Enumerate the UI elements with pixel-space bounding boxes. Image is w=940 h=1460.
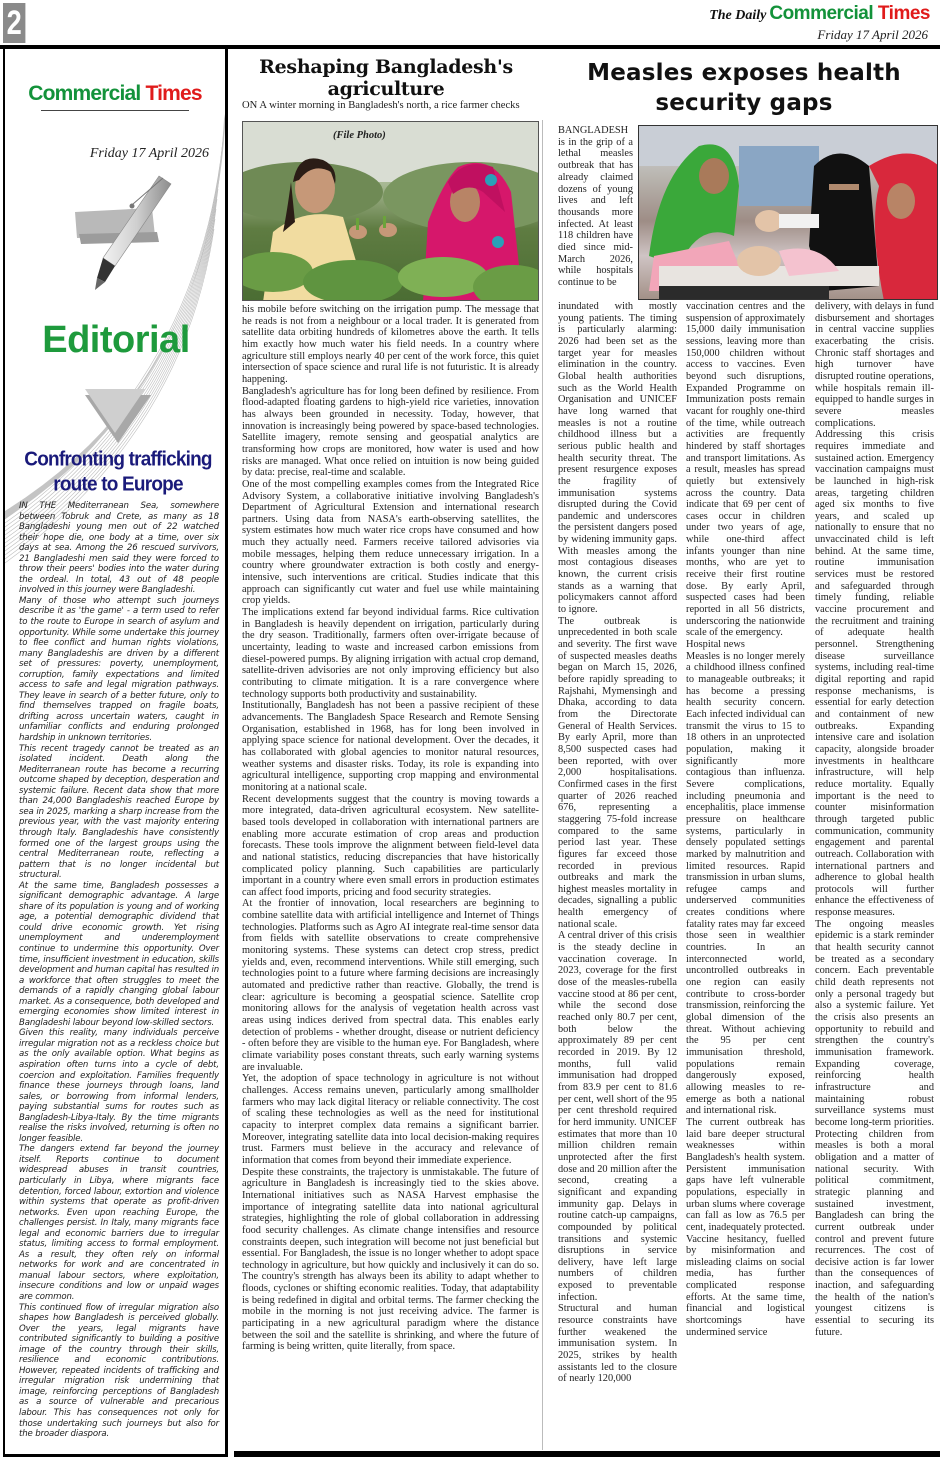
sidebar-date: Friday 17 April 2026 — [89, 146, 209, 161]
agriculture-lead: ON A winter morning in Bangladesh's north, a rice farmer checks — [242, 100, 520, 111]
editorial-headline: Confronting trafficking route to Europe — [24, 448, 212, 496]
masthead-date: Friday 17 April 2026 — [817, 27, 928, 42]
agriculture-paragraph: Recent developments suggest that the country is moving towards a more integrated, data-driven agricultural ecosystem. New satellite-based tools developed in collaboration with international partners are enabling more accurate estimation of crop areas and production forecasts. These tools improve the alignment between field-level data and national statistics, reducing discrepancies that have historically complicated policy planning. Such capabilities are particularly important in a country where even small errors in production estimates can affect food imports, pricing and food security strategies. — [242, 793, 539, 898]
bottom-rule — [234, 1451, 940, 1457]
sidebar-logo-underline — [41, 110, 189, 111]
measles-subhead: Hospital news — [686, 639, 745, 651]
agriculture-paragraph: At the frontier of innovation, local researchers are beginning to combine satellite data with artificial intelligence and Internet of Things technologies. Platforms such as Agro AI integrate real-time sensor data from fields with satellite observations to create comprehensive monitoring systems. These systems can detect crop stress, predict yields and, even, recommend interventions. While still emerging, such technologies point to a future where farming decisions are increasingly automated and predictive rather than reactive. Globally, the trend is clear: agriculture is becoming a geospatial science. Satellite crop monitoring allows for the analysis of vegetation health across vast areas using indices derived from spectral data. This enables early detection of problems - whether drought, disease or nutrient deficiency - often before they are visible to the human eye. For Bangladesh, where climate variability poses constant threats, such early warning systems are invaluable. — [242, 898, 539, 1073]
measles-paragraph: The outbreak is unprecedented in both scale and severity. The first wave of suspected measles deaths began on March 15, 2026, before rapidly spreading to Rajshahi, Mymensingh and Dhaka, according to data from the Directorate General of Health Services. By early April, more than 8,500 suspected cases had been reported, with over 2,000 hospitalisations. Confirmed cases in the first quarter of 2026 reached 676, representing a staggering 75-fold increase compared to the same period last year. These figures far exceed those recorded in previous outbreaks and mark the highest measles mortality in decades, signalling a public health emergency of national scale. — [558, 615, 677, 930]
measles-paragraph: delivery, with delays in fund disbursement and shortages in central vaccine supplies exacerbating the crisis. Chronic staff shortages and high turnover have disrupted routine operations, while hospitals remain ill-equipped to handle surges in severe measles complications. — [815, 301, 934, 429]
agriculture-paragraph: The implications extend far beyond individual farms. Rice cultivation in Bangladesh is heavily dependent on irrigation, particularly during the dry season. Traditionally, farmers often over-irrigate because of uncertainty, leading to waste and increased carbon emissions from diesel-powered pumps. By aligning irrigation with actual crop demand, satellite-driven advisories are not only improving efficiency but also contributing to climate mitigation. It is a rare convergence where technology supports both productivity and sustainability. — [242, 607, 539, 700]
editorial-paragraph: This recent tragedy cannot be treated as an isolated incident. Death along the Mediterranean route has become a recurring outcome shaped by deception, desperation and systemic failure. Recent data show that more than 24,000 Bangladeshis reached Europe by sea in 2025, marking a sharp increase from the previous year, with the vast majority entering through Italy. Bangladeshis have consistently formed one of the largest groups using the central Mediterranean route, reflecting a pattern that is no longer incidental but structural. — [19, 743, 219, 881]
section-label: Editorial — [42, 319, 190, 361]
farm-women-photo-icon — [243, 122, 539, 301]
measles-paragraph: inundated with mostly young patients. The timing is particularly alarming: 2026 had been set as the target year for measles elimination in the country. Global health authorities such as the World Health Organisation and UNICEF have long warned that measles is not a routine childhood illness but a serious public health and health security threat. The present resurgence exposes the fragility of immunisation systems disrupted during the Covid pandemic and underscores the persistent dangers posed by widening immunity gaps. With measles among the most contagious diseases known, the current crisis stands as a warning that policymakers cannot afford to ignore. — [558, 301, 677, 616]
agriculture-paragraph: Despite these constraints, the trajectory is unmistakable. The future of agriculture in Bangladesh is increasingly tied to the skies above. International initiatives such as NASA Harvest emphasise the importance of integrating satellite data into national agricultural strategies, highlighting the role of global collaboration in addressing food security challenges. As climate change intensifies and resource constraints deepen, such integration will become not just beneficial but essential. For Bangladesh, the issue is no longer whether to adopt space technology in agriculture, but how quickly and inclusively it can do so. The country's strength has always been its ability to adapt whether to floods, cyclones or shifting economic realities. Today, that adaptability is being redefined in digital and orbital terms. The farmer checking the mobile in the morning is not just receiving advice. The farmer is participating in a new agricultural paradigm where the distance between the soil and the satellite is shrinking, and where the future of farming is being written, quite literally, from space. — [242, 1166, 539, 1353]
measles-paragraph: Measles is no longer merely a childhood illness confined to manageable outbreaks; it has become a pressing health security concern. Each infected individual can transmit the virus to 15 to 18 others in an unprotected population, making it significantly more contagious than influenza. Severe complications, including pneumonia and encephalitis, place immense pressure on healthcare systems, particularly in densely populated settings marked by malnutrition and limited resources. Rapid transmission in urban slums, refugee camps and underserved communities creates conditions where fatality rates may far exceed those seen in wealthier countries. In an interconnected world, uncontrolled outbreaks in one region can easily contribute to cross-border transmission, reinforcing the global dimension of the threat. Without achieving the 95 per cent immunisation threshold, populations remain dangerously exposed, allowing measles to re-emerge as both a national and international risk. — [686, 650, 805, 1117]
measles-paragraph: vaccination centres and the suspension of approximately 15,000 daily immunisation sessions, leaving more than 150,000 children without access to vaccines. Even beyond such disruptions, Expanded Programme on Immunization posts remain vacant for roughly one-third of the time, while outreach activities are frequently hindered by staff shortages and transport limitations. As a result, measles has spread quietly but extensively across the country. Data indicate that 69 per cent of cases occur in children under two years of age, while one-third affect infants younger than nine months, who are yet to receive their first routine dose. By early April, suspected cases had been reported in all 56 districts, underscoring the nationwide scale of the emergency. — [686, 301, 805, 639]
editorial-paragraph: The dangers extend far beyond the journey itself. Reports continue to document widespread abuses in transit countries, particularly in Libya, where migrants face detention, forced labour, extortion and violence within systems that operate as profit-driven networks. Even upon reaching Europe, the challenges persist. In Italy, many migrants face legal and economic barriers due to irregular status, limiting access to formal employment. As a result, they often rely on informal networks for work and are concentrated in manual labour sectors, where exploitation, insecure conditions and low or unpaid wages are common. — [19, 1144, 219, 1303]
sidebar-logo-green: Commercial — [28, 82, 141, 105]
editorial-body — [19, 501, 219, 1440]
masthead-the-daily: The Daily — [709, 8, 767, 23]
agriculture-paragraph: Yet, the adoption of space technology in agriculture is not without challenges. Access remains uneven, particularly among smallholder farmers who may lack digital literacy or reliable connectivity. The cost of scaling these technologies as well as the need for institutional capacity to interpret complex data remains a significant barrier. Moreover, integrating satellite data into local decision-making requires trust. Farmers must believe in the accuracy and relevance of information that comes from beyond their immediate experience. — [242, 1073, 539, 1166]
measles-column-2 — [686, 301, 805, 1338]
pen-icon — [67, 174, 182, 294]
editorial-paragraph: At the same time, Bangladesh possesses a significant demographic advantage. A large share of its population is young and of working age, a potential demographic dividend that could drive economic growth. Yet rising unemployment and underemployment continue to undermine this opportunity. Over time, insufficient investment in education, skills development and human capital has resulted in a workforce that often struggles to meet the demands of a rapidly changing global labour market. As a consequence, both developed and emerging economies show limited interest in Bangladeshi labour beyond low-skilled sectors. — [19, 880, 219, 1028]
agriculture-photo — [242, 121, 539, 301]
measles-headline: Measles exposes health security gaps — [587, 60, 901, 116]
measles-paragraph: A central driver of this crisis is the steady decline in vaccination coverage. In 2023, coverage for the first dose of the measles-rubella vaccine stood at 86 per cent, while the second dose reached only 80.7 per cent, both below the approximately 89 per cent recorded in 2019. By 12 months, full valid immunisation had dropped from 83.9 per cent to 81.6 per cent, well short of the 95 per cent threshold required for herd immunity. UNICEF estimates that more than 10 million children remain unprotected after the first dose and 20 million after the second, creating a significant and expanding immunity gap. Delays in routine catch-up campaigns, compounded by political transitions and systemic disruptions in service delivery, have left large numbers of children exposed to preventable infection. — [558, 930, 677, 1303]
editorial-paragraph: Given this reality, many individuals perceive irregular migration not as a reckless choice but as the only available option. What begins as aspiration often turns into a cycle of debt, coercion and exploitation. Families frequently finance these journeys through loans, land sales, or borrowing from informal lenders, paying substantial sums for routes such as Bangladesh-Libya-Italy. By the time migrants realise the risks involved, returning is often no longer feasible. — [19, 1028, 219, 1144]
measles-intro: BANGLADESH is in the grip of a lethal measles outbreak that has already claimed dozens of young lives and left thousands more infected. At least 118 children have died since mid-March 2026, while hospitals continue to be — [558, 125, 633, 289]
measles-column-1 — [558, 301, 677, 1385]
agriculture-paragraph: his mobile before switching on the irrigation pump. The message that he reads is not from a neighbour or a local trader. It is generated from satellite data orbiting hundreds of kilometres above the earth. It tells him exactly how much water his field needs. In a country where agriculture still employs nearly 40 per cent of the work force, this quiet intersection of space science and rural life is not futuristic. It is already happening. — [242, 304, 539, 385]
agriculture-paragraph: One of the most compelling examples comes from the Integrated Rice Advisory System, a collaborative initiative involving Bangladesh's Department of Agricultural Extension and international research partners. Using data from NASA's earth-observing satellites, the system estimates how much water rice crops have consumed and how much they actually need. Farmers receive tailored advisories via mobile messages, helping them reduce unnecessary irrigation. In a country where groundwater extraction is both costly and energy-intensive, such interventions are critical. Studies indicate that this approach can significantly cut water and fuel use while maintaining crop yields. — [242, 478, 539, 607]
agriculture-headline: Reshaping Bangladesh's agriculture — [259, 56, 513, 100]
agriculture-body — [242, 304, 539, 1353]
sidebar-logo — [5, 82, 225, 106]
hospital-ward-photo-icon — [639, 126, 938, 300]
measles-paragraph: The ongoing measles epidemic is a stark reminder that health security cannot be treated as a secondary concern. Each preventable child death represents not only a personal tragedy but also a systemic failure. Yet the crisis also presents an opportunity to rebuild and strengthen the country's immunisation framework. Expanding coverage, reinforcing health infrastructure and maintaining robust surveillance systems must become long-term priorities. Protecting children from measles is both a moral obligation and a matter of national security. With political commitment, strategic planning and sustained investment, Bangladesh can bring the current outbreak under control and prevent future recurrences. The cost of decisive action is far lower than the consequences of inaction, and safeguarding the health of the nation's youngest citizens is essential to securing its future. — [815, 918, 934, 1338]
down-arrow-icon — [85, 389, 153, 447]
masthead-brand-red: Times — [877, 3, 930, 24]
editorial-paragraph: Many of those who attempt such journeys describe it as 'the game' - a term used to refer to the route to Europe in search of asylum and opportunity. While some undertake this journey to flee conflict and human rights violations, many Bangladeshis are driven by a different set of pressures: poverty, unemployment, corruption, family expectations and limited access to safe and legal migration pathways. They leave in search of a better future, only to find themselves trapped on fragile boats, drifting across uncertain waters, caught in unfamiliar conflicts and enduring prolonged hardship in unknown territories. — [19, 595, 219, 744]
sidebar-logo-red: Times — [145, 82, 202, 105]
measles-photo — [638, 125, 938, 300]
measles-paragraph: The current outbreak has laid bare deeper structural weaknesses within Bangladesh's health system. Persistent immunisation gaps have left vulnerable populations, especially in urban slums where coverage can fall as low as 76.5 per cent, inadequately protected. Vaccine hesitancy, fuelled by misinformation and misleading claims on social media, has further complicated response efforts. At the same time, financial and logistical shortcomings have undermined service — [686, 1116, 805, 1338]
editorial-sidebar — [3, 49, 228, 1457]
masthead-title — [709, 3, 930, 25]
column-divider — [542, 120, 543, 1450]
photo-caption: (File Photo) — [333, 130, 386, 141]
measles-column-3 — [815, 301, 934, 1338]
measles-paragraph: Addressing this crisis requires immediate and sustained action. Emergency vaccination campaigns must be launched in high-risk areas, targeting children aged six months to five years, and scaled up nationally to ensure that no unvaccinated child is left behind. At the same time, routine immunisation services must be restored and safeguarded through timely funding, reliable vaccine procurement and the recruitment and training of adequate health personnel. Strengthening disease surveillance systems, including real-time digital reporting and rapid response mechanisms, is essential for early detection and containment of new outbreaks. Expanding intensive care and isolation capacity, alongside broader investments in healthcare infrastructure, will help reduce mortality. Equally important is the need to counter misinformation through targeted public communication, community engagement and parental outreach. Collaboration with international partners and adherence to global health protocols will further enhance the effectiveness of response measures. — [815, 429, 934, 919]
masthead-brand-green: Commercial — [769, 3, 874, 24]
editorial-paragraph: IN THE Mediterranean Sea, somewhere between Tobruk and Crete, as many as 18 Bangladeshi young men out of 22 watched their hope die, one body at a time, over six days at sea. Among the 26 rescued survivors, 21 Bangladeshi men said they were forced to throw their peers' bodies into the water during the ordeal. In total, 43 out of 48 people involved in this journey were Bangladeshi. — [19, 501, 219, 596]
editorial-paragraph: This continued flow of irregular migration also shapes how Bangladesh is perceived globally. Over the years, legal migrants have contributed significantly to building a positive image of the country through their skills, resilience and economic contributions. However, repeated incidents of trafficking and irregular migration risk undermining that image, reinforcing perceptions of Bangladesh as a source of vulnerable and precarious labour. This has consequences not only for those undertaking such journeys but also for the broader diaspora. — [19, 1302, 219, 1440]
agriculture-paragraph: Bangladesh's agriculture has for long been defined by resilience. From flood-adapted floating gardens to high-yield rice varieties, innovation has always been grounded in necessity. Today, however, that innovation is increasingly being powered by space-based technologies. Satellite imagery, remote sensing and geospatial analytics are transforming how crops are monitored, how water is used and how risks are managed. What once relied on intuition is now being guided by data: precise, real-time and scalable. — [242, 385, 539, 479]
page-number: 2 — [3, 3, 25, 43]
agriculture-paragraph: Institutionally, Bangladesh has not been a passive recipient of these advancements. The Bangladesh Space Research and Remote Sensing Organisation, established in 1968, has for long been involved in applying space science for national development. Over the decades, it has collaborated with global agencies to monitor natural resources, weather systems and disaster risks. Today, its role is expanding into agricultural intelligence, supporting crop mapping and environmental monitoring at a national scale. — [242, 700, 539, 793]
measles-paragraph: Structural and human resource constraints have further weakened the immunisation system. In 2025, strikes by health assistants led to the closure of nearly 120,000 — [558, 1303, 677, 1385]
